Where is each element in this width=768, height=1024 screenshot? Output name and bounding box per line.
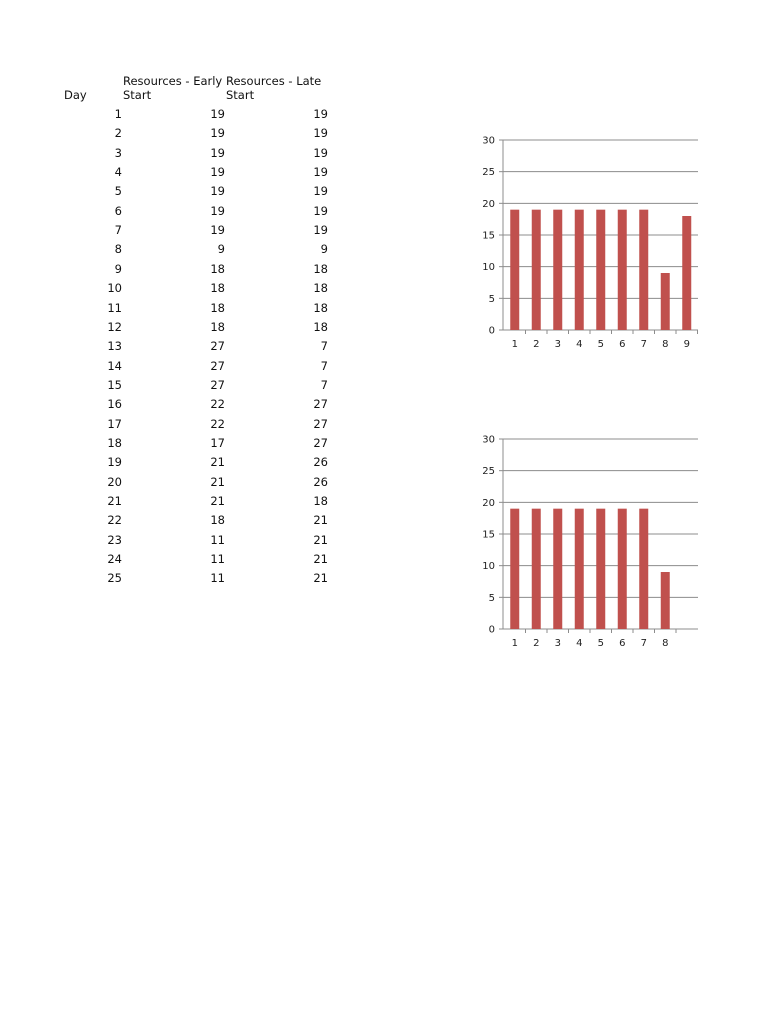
cell-early-start: 18 [210,281,225,296]
cell-day: 3 [114,145,122,160]
x-tick-label: 6 [619,339,626,350]
bar-day-5 [596,210,605,330]
x-tick-label: 7 [640,339,647,350]
cell-early-start: 22 [210,416,225,431]
y-tick-label: 15 [482,529,495,541]
x-tick-label: 2 [533,339,540,350]
cell-early-start: 17 [210,435,225,450]
x-tick-label: 8 [662,638,669,649]
cell-day: 8 [114,242,122,257]
cell-day: 18 [107,435,122,450]
x-tick-label: 1 [511,638,518,649]
cell-early-start: 19 [210,203,225,218]
cell-late-start: 18 [313,261,328,276]
cell-early-start: 27 [210,358,225,373]
cell-day: 22 [107,513,122,528]
x-tick-label: 2 [533,638,540,649]
cell-day: 7 [114,223,122,238]
y-tick-label: 20 [482,198,495,210]
cell-early-start: 19 [210,165,225,180]
y-tick-label: 20 [482,497,495,509]
y-tick-label: 5 [488,293,495,305]
y-tick-label: 30 [482,434,495,446]
cell-late-start: 26 [313,455,328,470]
y-tick-label: 25 [482,167,495,179]
cell-early-start: 19 [210,107,225,121]
cell-late-start: 21 [313,552,328,567]
cell-early-start: 22 [210,397,225,412]
cell-day: 1 [114,107,122,121]
cell-day: 14 [107,358,122,373]
cell-early-start: 19 [210,145,225,160]
bar-day-5 [596,509,605,629]
y-tick-label: 5 [488,592,495,604]
x-tick-label: 4 [576,339,583,350]
x-tick-label: 7 [640,638,647,649]
cell-late-start: 19 [313,184,328,199]
cell-day: 23 [107,532,122,547]
x-tick-label: 3 [554,638,561,649]
cell-late-start: 7 [320,339,328,354]
x-tick-label: 4 [576,638,583,649]
bar-day-6 [618,509,627,629]
bar-day-7 [639,210,648,330]
cell-late-start: 27 [313,416,328,431]
cell-late-start: 18 [313,319,328,334]
y-tick-label: 0 [488,624,495,636]
cell-late-start: 7 [320,358,328,373]
cell-late-start: 27 [313,397,328,412]
column-header-early-line-1: Resources - Early [123,74,223,88]
cell-early-start: 11 [210,571,225,586]
y-tick-label: 0 [488,325,495,337]
cell-day: 17 [107,416,122,431]
cell-day: 2 [114,126,122,141]
x-tick-label: 6 [619,638,626,649]
cell-late-start: 19 [313,165,328,180]
cell-late-start: 27 [313,435,328,450]
cell-early-start: 18 [210,319,225,334]
cell-day: 13 [107,339,122,354]
cell-early-start: 21 [210,474,225,489]
cell-late-start: 21 [313,513,328,528]
cell-early-start: 18 [210,261,225,276]
cell-late-start: 19 [313,223,328,238]
x-tick-label: 1 [511,339,518,350]
cell-day: 24 [107,552,122,567]
cell-day: 19 [107,455,122,470]
cell-early-start: 18 [210,513,225,528]
bar-day-1 [510,210,519,330]
cell-day: 15 [107,377,122,392]
bar-day-2 [532,509,541,629]
cell-day: 25 [107,571,122,586]
cell-late-start: 7 [320,377,328,392]
resource-table [0,0,400,600]
late-start-chart-svg [458,427,684,655]
cell-early-start: 27 [210,377,225,392]
cell-early-start: 21 [210,494,225,508]
cell-late-start: 19 [313,107,328,121]
bar-day-8 [661,273,670,330]
cell-early-start: 19 [210,223,225,238]
cell-day: 5 [114,184,122,199]
bar-day-2 [532,210,541,330]
cell-early-start: 19 [210,126,225,141]
cell-late-start: 19 [313,126,328,141]
cell-day: 9 [114,261,122,276]
cell-early-start: 27 [210,339,225,354]
bar-day-3 [553,509,562,629]
column-header-late-line-1: Resources - Late [226,74,322,88]
y-tick-label: 25 [482,466,495,478]
column-header-late-line-2: Start [226,88,255,102]
cell-day: 11 [107,300,122,315]
x-tick-label: 5 [597,638,604,649]
y-tick-label: 10 [482,561,495,573]
cell-late-start: 18 [313,281,328,296]
early-start-bar-chart [458,128,690,356]
bar-day-7 [639,509,648,629]
cell-day: 4 [114,165,122,180]
cell-day: 16 [107,397,122,412]
cell-day: 12 [107,319,122,334]
cell-day: 20 [107,474,122,489]
cell-late-start: 26 [313,474,328,489]
cell-day: 21 [107,494,122,508]
cell-day: 10 [107,281,122,296]
cell-late-start: 21 [313,571,328,586]
x-tick-label: 9 [683,339,690,350]
cell-late-start: 21 [313,532,328,547]
column-header-early-line-2: Start [123,88,152,102]
bar-day-9 [682,216,691,330]
cell-early-start: 11 [210,532,225,547]
early-start-chart-svg [458,128,690,356]
cell-late-start: 19 [313,203,328,218]
cell-early-start: 18 [210,300,225,315]
bar-day-4 [575,509,584,629]
bar-day-8 [661,572,670,629]
bar-day-4 [575,210,584,330]
y-tick-label: 15 [482,230,495,242]
cell-early-start: 9 [217,242,225,257]
late-start-bar-chart [458,427,684,655]
bar-day-3 [553,210,562,330]
y-tick-label: 10 [482,262,495,274]
x-tick-label: 3 [554,339,561,350]
cell-late-start: 19 [313,145,328,160]
cell-early-start: 21 [210,455,225,470]
cell-early-start: 11 [210,552,225,567]
cell-late-start: 18 [313,300,328,315]
cell-late-start: 9 [320,242,328,257]
bar-day-6 [618,210,627,330]
bar-day-1 [510,509,519,629]
cell-early-start: 19 [210,184,225,199]
cell-late-start: 18 [313,494,328,508]
x-tick-label: 5 [597,339,604,350]
column-header-day: Day [64,88,87,102]
y-tick-label: 30 [482,135,495,147]
x-tick-label: 8 [662,339,669,350]
cell-day: 6 [114,203,122,218]
